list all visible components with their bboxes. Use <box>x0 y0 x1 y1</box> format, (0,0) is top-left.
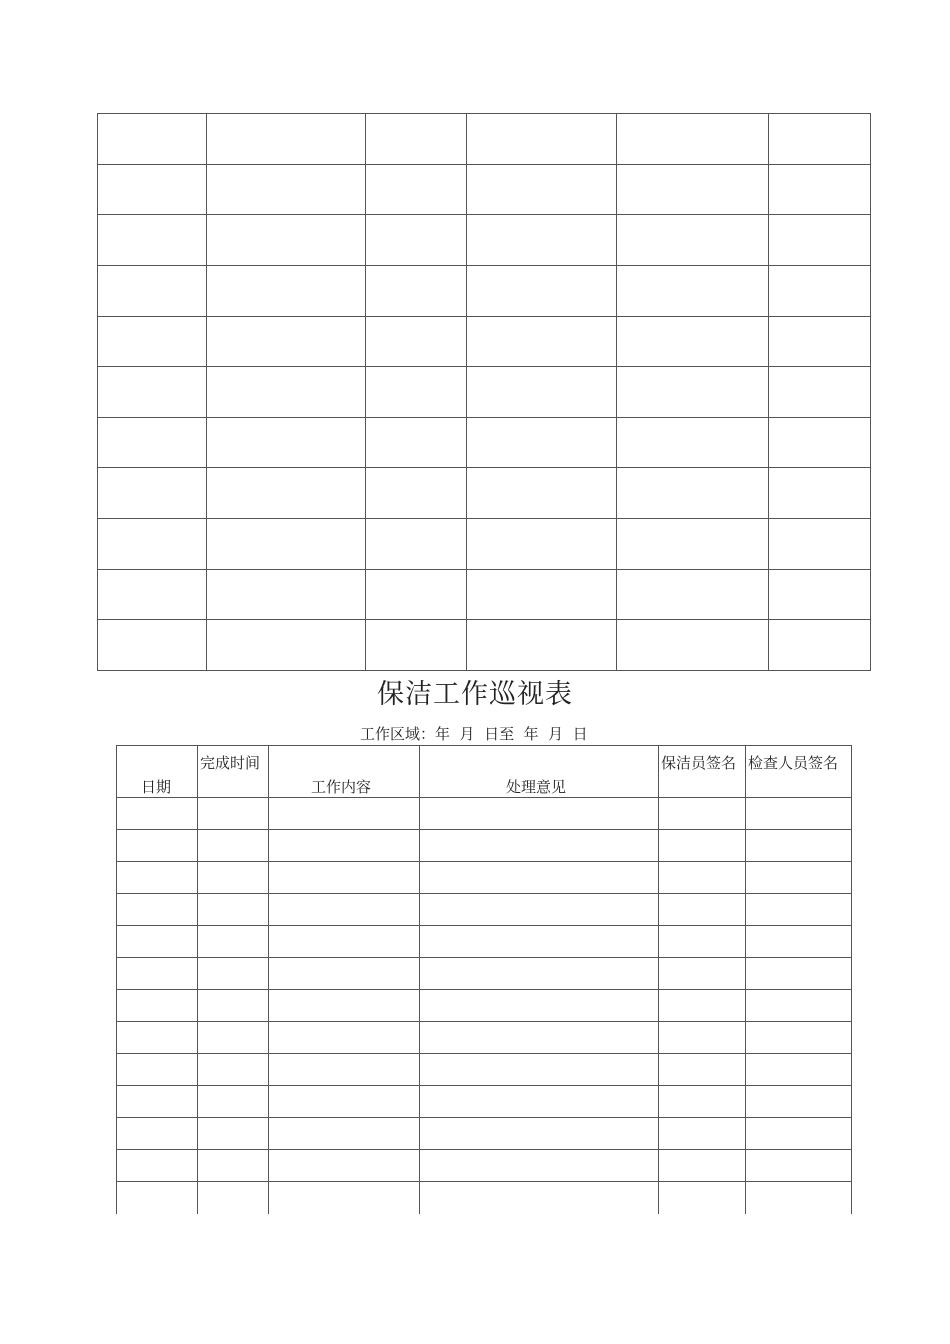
inspector-signature-cell[interactable] <box>746 862 852 894</box>
table-body <box>117 798 852 1215</box>
table-cell[interactable] <box>207 164 366 215</box>
table-row <box>117 1022 852 1054</box>
inspection-log-table <box>116 745 852 1214</box>
table-cell[interactable] <box>769 367 871 418</box>
work-content-cell[interactable] <box>269 1182 420 1215</box>
handling-opinion-cell[interactable] <box>420 830 659 862</box>
table-cell[interactable] <box>769 468 871 519</box>
cleaner-signature-cell[interactable] <box>659 798 746 830</box>
handling-opinion-cell[interactable] <box>420 990 659 1022</box>
table-cell[interactable] <box>98 215 207 266</box>
table-cell[interactable] <box>769 519 871 570</box>
table-cell[interactable] <box>467 114 617 165</box>
completion-time-cell[interactable] <box>198 894 269 926</box>
handling-opinion-cell[interactable] <box>420 798 659 830</box>
inspector-signature-cell[interactable] <box>746 1182 852 1215</box>
table-row <box>98 164 871 215</box>
table-row <box>98 569 871 620</box>
inspector-signature-cell[interactable] <box>746 1054 852 1086</box>
header-inspector-signature <box>746 746 852 798</box>
header-row <box>117 746 852 798</box>
table-cell[interactable] <box>98 468 207 519</box>
table-cell[interactable] <box>617 164 769 215</box>
date-cell[interactable] <box>117 1182 198 1215</box>
table-row <box>98 215 871 266</box>
table-row <box>117 862 852 894</box>
inspector-signature-cell[interactable] <box>746 958 852 990</box>
table-cell[interactable] <box>769 265 871 316</box>
table-cell[interactable] <box>207 620 366 671</box>
inspector-signature-cell[interactable] <box>746 1150 852 1182</box>
table-cell[interactable] <box>366 417 467 468</box>
table-cell[interactable] <box>769 569 871 620</box>
work-content-cell[interactable] <box>269 1022 420 1054</box>
cleaner-signature-cell[interactable] <box>659 894 746 926</box>
table-row <box>98 620 871 671</box>
date-cell[interactable] <box>117 958 198 990</box>
inspector-signature-cell[interactable] <box>746 1118 852 1150</box>
table-cell[interactable] <box>467 215 617 266</box>
table-cell[interactable] <box>98 316 207 367</box>
table-cell[interactable] <box>769 215 871 266</box>
completion-time-cell[interactable] <box>198 1022 269 1054</box>
table-cell[interactable] <box>467 468 617 519</box>
table-row <box>117 1086 852 1118</box>
completion-time-cell[interactable] <box>198 1054 269 1086</box>
table-cell[interactable] <box>366 316 467 367</box>
work-content-cell[interactable] <box>269 830 420 862</box>
table-cell[interactable] <box>467 620 617 671</box>
handling-opinion-cell[interactable] <box>420 1054 659 1086</box>
table-row <box>98 367 871 418</box>
handling-opinion-cell[interactable] <box>420 1182 659 1215</box>
table-cell[interactable] <box>617 215 769 266</box>
handling-opinion-cell[interactable] <box>420 1086 659 1118</box>
work-content-cell[interactable] <box>269 958 420 990</box>
work-content-cell[interactable] <box>269 990 420 1022</box>
table-cell[interactable] <box>617 114 769 165</box>
header-handling-opinion-label: 处理意见 <box>506 778 567 796</box>
date-cell[interactable] <box>117 1054 198 1086</box>
completion-time-cell[interactable] <box>198 958 269 990</box>
inspector-signature-cell[interactable] <box>746 1086 852 1118</box>
table-row <box>117 926 852 958</box>
table-row <box>117 894 852 926</box>
table-cell[interactable] <box>366 265 467 316</box>
table-cell[interactable] <box>98 569 207 620</box>
table-cell[interactable] <box>769 164 871 215</box>
table-cell[interactable] <box>207 114 366 165</box>
completion-time-cell[interactable] <box>198 1086 269 1118</box>
table-cell[interactable] <box>617 417 769 468</box>
cleaner-signature-cell[interactable] <box>659 958 746 990</box>
handling-opinion-cell[interactable] <box>420 894 659 926</box>
table-cell[interactable] <box>207 519 366 570</box>
table-row <box>117 1150 852 1182</box>
table-cell[interactable] <box>98 417 207 468</box>
table-cell[interactable] <box>366 519 467 570</box>
table-cell[interactable] <box>467 519 617 570</box>
date-cell[interactable] <box>117 1150 198 1182</box>
table-header <box>117 746 852 798</box>
handling-opinion-cell[interactable] <box>420 862 659 894</box>
table-cell[interactable] <box>366 367 467 418</box>
completion-time-cell[interactable] <box>198 798 269 830</box>
table-row <box>117 830 852 862</box>
table-cell[interactable] <box>617 569 769 620</box>
handling-opinion-cell[interactable] <box>420 1022 659 1054</box>
date-cell[interactable] <box>117 1022 198 1054</box>
cleaner-signature-cell[interactable] <box>659 830 746 862</box>
completion-time-cell[interactable] <box>198 830 269 862</box>
work-content-cell[interactable] <box>269 894 420 926</box>
table-row <box>98 316 871 367</box>
date-cell[interactable] <box>117 1118 198 1150</box>
table-cell[interactable] <box>366 164 467 215</box>
table-cell[interactable] <box>366 468 467 519</box>
inspector-signature-cell[interactable] <box>746 894 852 926</box>
work-content-cell[interactable] <box>269 1054 420 1086</box>
table-cell[interactable] <box>207 265 366 316</box>
table-row <box>98 417 871 468</box>
table-cell[interactable] <box>366 620 467 671</box>
table-row <box>98 519 871 570</box>
cleaner-signature-cell[interactable] <box>659 926 746 958</box>
completion-time-cell[interactable] <box>198 926 269 958</box>
inspector-signature-cell[interactable] <box>746 926 852 958</box>
table-cell[interactable] <box>207 215 366 266</box>
header-completion-time <box>198 746 269 798</box>
table-cell[interactable] <box>207 367 366 418</box>
header-handling-opinion <box>420 746 659 798</box>
inspector-signature-cell[interactable] <box>746 830 852 862</box>
cleaner-signature-cell[interactable] <box>659 1086 746 1118</box>
table-row <box>98 114 871 165</box>
work-content-cell[interactable] <box>269 926 420 958</box>
header-cleaner-signature-label: 保洁员签名 <box>661 754 737 772</box>
header-date-label: 日期 <box>141 778 172 796</box>
handling-opinion-cell[interactable] <box>420 1150 659 1182</box>
inspector-signature-cell[interactable] <box>746 990 852 1022</box>
work-content-cell[interactable] <box>269 798 420 830</box>
table-cell[interactable] <box>366 215 467 266</box>
table-cell[interactable] <box>207 569 366 620</box>
cleaner-signature-cell[interactable] <box>659 1150 746 1182</box>
header-cleaner-signature <box>659 746 746 798</box>
completion-time-cell[interactable] <box>198 990 269 1022</box>
header-completion-time-label: 完成时间 <box>200 754 261 772</box>
blank-grid-table <box>97 113 871 671</box>
date-cell[interactable] <box>117 1086 198 1118</box>
work-content-cell[interactable] <box>269 1150 420 1182</box>
cleaner-signature-cell[interactable] <box>659 1022 746 1054</box>
header-inspector-signature-label: 检查人员签名 <box>748 754 839 772</box>
table-row <box>98 468 871 519</box>
table-cell[interactable] <box>617 620 769 671</box>
table-cell[interactable] <box>98 519 207 570</box>
table-cell[interactable] <box>617 316 769 367</box>
table-cell[interactable] <box>467 417 617 468</box>
table-row <box>117 1054 852 1086</box>
date-cell[interactable] <box>117 862 198 894</box>
table-row <box>117 1182 852 1215</box>
table-cell[interactable] <box>617 265 769 316</box>
work-area-date-range: 工作区域：年 月 日至 年 月 日 <box>360 725 588 743</box>
handling-opinion-cell[interactable] <box>420 958 659 990</box>
table-cell[interactable] <box>366 569 467 620</box>
cleaner-signature-cell[interactable] <box>659 1118 746 1150</box>
document-title: 保洁工作巡视表 <box>377 679 573 710</box>
table-cell[interactable] <box>98 164 207 215</box>
header-work-content <box>269 746 420 798</box>
handling-opinion-cell[interactable] <box>420 926 659 958</box>
inspector-signature-cell[interactable] <box>746 1022 852 1054</box>
table-row <box>117 990 852 1022</box>
table-cell[interactable] <box>98 620 207 671</box>
table-row <box>98 265 871 316</box>
cleaner-signature-cell[interactable] <box>659 862 746 894</box>
table-cell[interactable] <box>769 114 871 165</box>
table-cell[interactable] <box>467 265 617 316</box>
handling-opinion-cell[interactable] <box>420 1118 659 1150</box>
completion-time-cell[interactable] <box>198 1118 269 1150</box>
work-content-cell[interactable] <box>269 862 420 894</box>
table-cell[interactable] <box>98 114 207 165</box>
table-cell[interactable] <box>769 316 871 367</box>
table-cell[interactable] <box>207 417 366 468</box>
cleaner-signature-cell[interactable] <box>659 1054 746 1086</box>
date-cell[interactable] <box>117 926 198 958</box>
table-row <box>117 1118 852 1150</box>
inspector-signature-cell[interactable] <box>746 798 852 830</box>
header-work-content-label: 工作内容 <box>311 778 372 796</box>
table-row <box>117 958 852 990</box>
completion-time-cell[interactable] <box>198 1182 269 1215</box>
table-cell[interactable] <box>207 316 366 367</box>
table-cell[interactable] <box>769 417 871 468</box>
table-row <box>117 798 852 830</box>
cleaner-signature-cell[interactable] <box>659 1182 746 1215</box>
date-cell[interactable] <box>117 798 198 830</box>
completion-time-cell[interactable] <box>198 862 269 894</box>
date-cell[interactable] <box>117 990 198 1022</box>
blank-grid-body <box>98 114 871 671</box>
table-cell[interactable] <box>769 620 871 671</box>
table-cell[interactable] <box>617 367 769 418</box>
table-cell[interactable] <box>467 164 617 215</box>
table-cell[interactable] <box>207 468 366 519</box>
work-content-cell[interactable] <box>269 1086 420 1118</box>
table-cell[interactable] <box>467 569 617 620</box>
table-cell[interactable] <box>467 316 617 367</box>
table-cell[interactable] <box>98 265 207 316</box>
table-cell[interactable] <box>98 367 207 418</box>
date-cell[interactable] <box>117 894 198 926</box>
table-cell[interactable] <box>617 519 769 570</box>
table-cell[interactable] <box>467 367 617 418</box>
table-cell[interactable] <box>366 114 467 165</box>
completion-time-cell[interactable] <box>198 1150 269 1182</box>
table-cell[interactable] <box>617 468 769 519</box>
date-cell[interactable] <box>117 830 198 862</box>
header-date <box>117 746 198 798</box>
cleaner-signature-cell[interactable] <box>659 990 746 1022</box>
work-content-cell[interactable] <box>269 1118 420 1150</box>
